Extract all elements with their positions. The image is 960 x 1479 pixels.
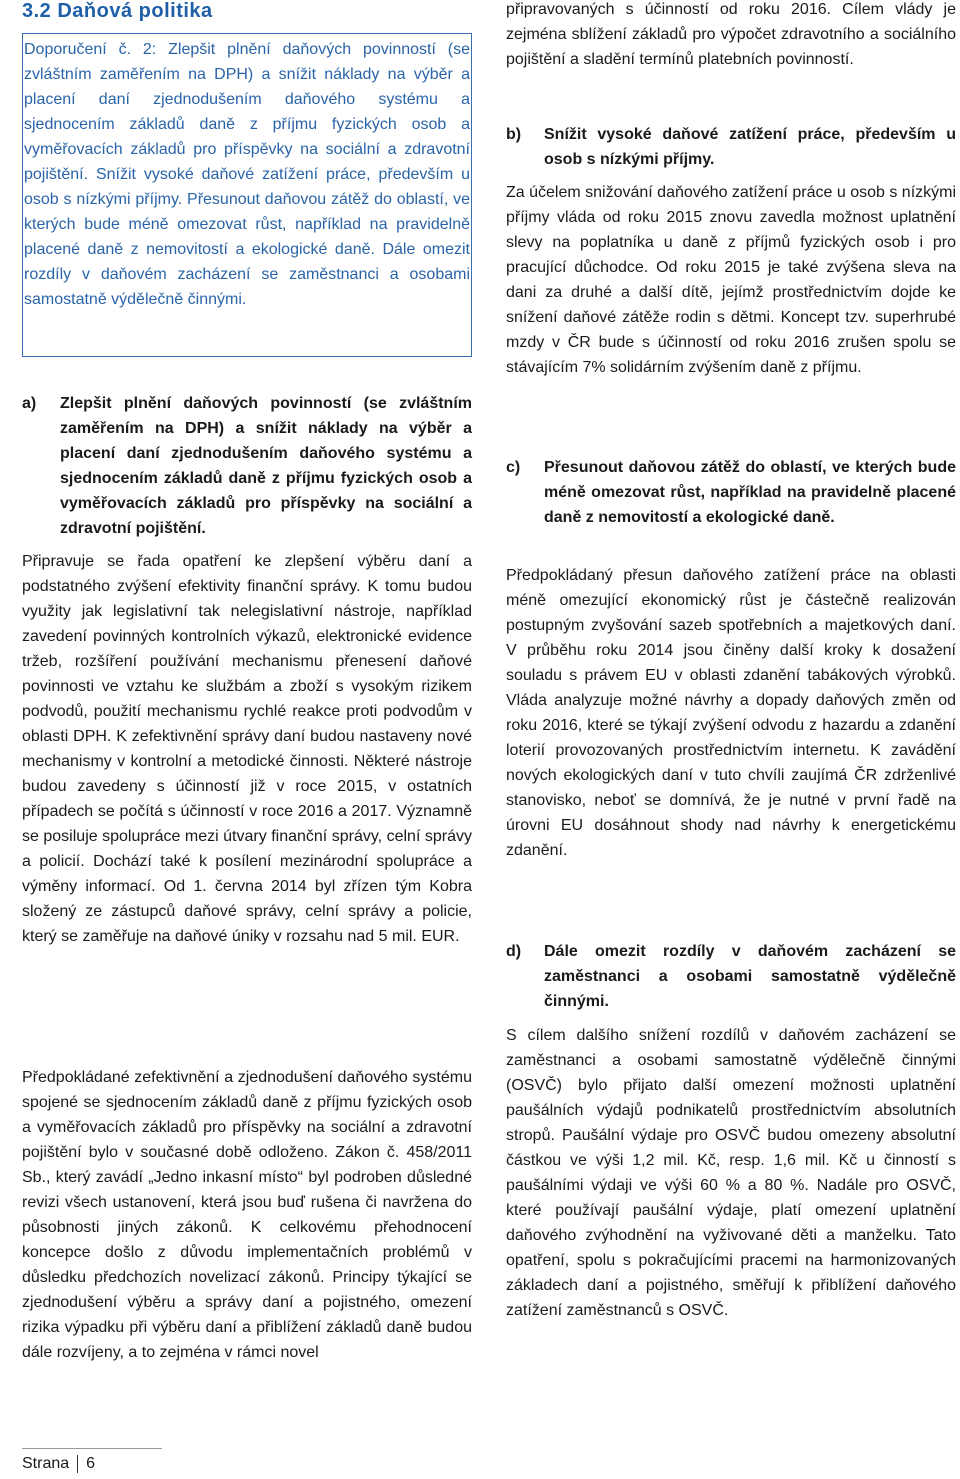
section-d	[506, 939, 956, 1014]
section-c	[506, 455, 956, 530]
heading-d	[506, 939, 956, 1014]
page-number: 6	[86, 1455, 96, 1472]
heading-a-text: Zlepšit plnění daňových povinností (se zvláštním zaměřením na DPH) a snížit náklady na výběr a placení daní zjednodušením daňového systému a sjednocením základů daně z příjmu fyzických osob a vyměřovacích základů pro příspěvky na sociální a zdravotní pojištění.	[60, 395, 472, 537]
heading-c	[506, 455, 956, 530]
heading-d-letter: d)	[506, 943, 522, 960]
paragraph-b: Za účelem snižování daňového zatížení práce u osob s nízkými příjmy vláda od roku 2015 znovu zavedla možnost uplatnění slevy na poplatníka u daně z příjmů fyzických osob i pro pracující důchodce. Od roku 2015 je také zvýšena sleva na dani za druhé a další dítě, jejímž prostřednictvím dojde ke snížení daňové zátěže rodin s dětmi. Koncept tzv. superhrubé mzdy v ČR bude s účinností od roku 2016 zrušen spolu se stávajícím 7% solidárním zvýšením daně z příjmu.	[506, 184, 957, 376]
section-b	[506, 122, 956, 172]
footer-rule	[22, 1448, 162, 1449]
recommendation-text: Doporučení č. 2: Zlepšit plnění daňových povinností (se zvláštním zaměřením na DPH) a snížit náklady na výběr a placení daní zjednodušením daňového systému a sjednocením základů daně z příjmu fyzických osob a vyměřovacích základů pro příspěvky na sociální a zdravotní pojištění. Snížit vysoké daňové zatížení práce, především u osob s nízkými příjmy. Přesunout daňovou zátěž do oblastí, ve kterých bude méně omezovat růst, například na pravidelně placené daně z nemovitostí a ekologické daně. Dále omezit rozdíly v daňovém zacházení se zaměstnanci a osobami samostatně výdělečně činnými.	[24, 41, 470, 308]
heading-b-text: Snížit vysoké daňové zatížení práce, především u osob s nízkými příjmy.	[544, 126, 956, 168]
heading-a	[22, 391, 472, 541]
heading-c-letter: c)	[506, 459, 521, 476]
footer-separator	[77, 1455, 78, 1473]
heading-b-letter: b)	[506, 126, 522, 143]
heading-c-text: Přesunout daňovou zátěž do oblastí, ve kterých bude méně omezovat růst, například na pravidelně placené daně z nemovitostí a ekologické daně.	[544, 459, 956, 526]
heading-d-text: Dále omezit rozdíly v daňovém zacházení se zaměstnanci a osobami samostatně výdělečně činnými.	[544, 943, 956, 1010]
page-footer	[22, 1453, 95, 1475]
paragraph-d: S cílem dalšího snížení rozdílů v daňovém zacházení se zaměstnanci a osobami samostatně výdělečně činnými (OSVČ) bylo přijato další omezení možnosti uplatnění paušálních výdajů podnikatelů prostřednictvím absolutních stropů. Paušální výdaje pro OSVČ budou omezeny absolutní částkou ve výši 1,2 mil. Kč, resp. 1,6 mil. Kč u činností s paušálními výdaji ve výši 60 % a 80 %. Nadále pro OSVČ, které používají paušální výdaje, platí omezení uplatnění daňového zvýhodnění na vyživované děti a manželku. Tato opatření, spolu s pokračujícími pracemi na harmonizovaných základech daní a pojistného, směřují k přiblížení daňového zatížení zaměstnanců s OSVČ.	[506, 1027, 956, 1319]
paragraph-continued: připravovaných s účinností od roku 2016. Cílem vlády je zejména sblížení základů pro výpočet zdravotního a sociálního pojištění a sladění termínů platebních povinností.	[506, 1, 956, 68]
section-a	[22, 391, 472, 541]
section-title: 3.2 Daňová politika	[22, 0, 213, 22]
heading-b	[506, 122, 956, 172]
footer-label: Strana	[22, 1455, 70, 1472]
paragraph-a-2: Předpokládané zefektivnění a zjednodušení daňového systému spojené se sjednocením základů daně z příjmu fyzických osob a vyměřovacích základů pro příspěvky na sociální a zdravotní pojištění bylo v současné době odloženo. Zákon č. 458/2011 Sb., který zavádí „Jedno inkasní místo“ byl podroben důsledné revizi všech ustanovení, která jsou buď rušena či navržena do působnosti jiných zákonů. K celkovému přehodnocení koncepce došlo z důvodu implementačních problémů v důsledku předchozích novelizací zákonů. Principy týkající se zjednodušení výběru a správy daní a pojistného, omezení rizika výpadku při výběru daní a přiblížení základů daně budou dále rozvíjeny, a to zejména v rámci novel	[22, 1069, 472, 1361]
heading-a-letter: a)	[22, 395, 37, 412]
paragraph-a-1: Připravuje se řada opatření ke zlepšení výběru daní a podstatného zvýšení efektivity finanční správy. K tomu budou využity jak legislativní tak nelegislativní nástroje, například zavedení povinných kontrolních výkazů, elektronické evidence tržeb, rozšíření používání mechanismu přenesení daňové povinnosti ve vztahu ke službám a zboží s vysokým rizikem podvodů, použití mechanismu rychlé reakce proti podvodům v oblasti DPH. K zefektivnění správy daní budou nastaveny nové mechanismy v kontrolní a metodické činnosti. Některé nástroje budou zavedeny s účinností již v roce 2015, v ostatních případech se počítá s účinností v roce 2016 a 2017. Významně se posiluje spolupráce mezi útvary finanční správy, celní správy a policií. Dochází také k posílení mezinárodní spolupráce a výměny informací. Od 1. června 2014 byl zřízen tým Kobra složený ze zástupců daňové správy, celní správy a policie, který se zaměřuje na daňové úniky v rozsahu nad 5 mil. EUR.	[22, 553, 472, 945]
paragraph-c: Předpokládaný přesun daňového zatížení práce na oblasti méně omezující ekonomický růst je částečně realizován postupným zvyšování sazeb spotřebních a majetkových daní. V průběhu roku 2014 jsou činěny další kroky k dosažení souladu s právem EU v oblasti zdanění tabákových výrobků. Vláda analyzuje možné návrhy a dopady daňových změn od roku 2016, které se týkají zvýšení odvodu z hazardu a zdanění loterií provozovaných prostřednictvím internetu. K zavádění nových ekologických daní v tuto chvíli zaujímá ČR zdrženlivé stanovisko, neboť se domnívá, že je nutné v první řadě na úrovni EU dosáhnout shody nad návrhy k energetickému zdanění.	[506, 567, 956, 859]
